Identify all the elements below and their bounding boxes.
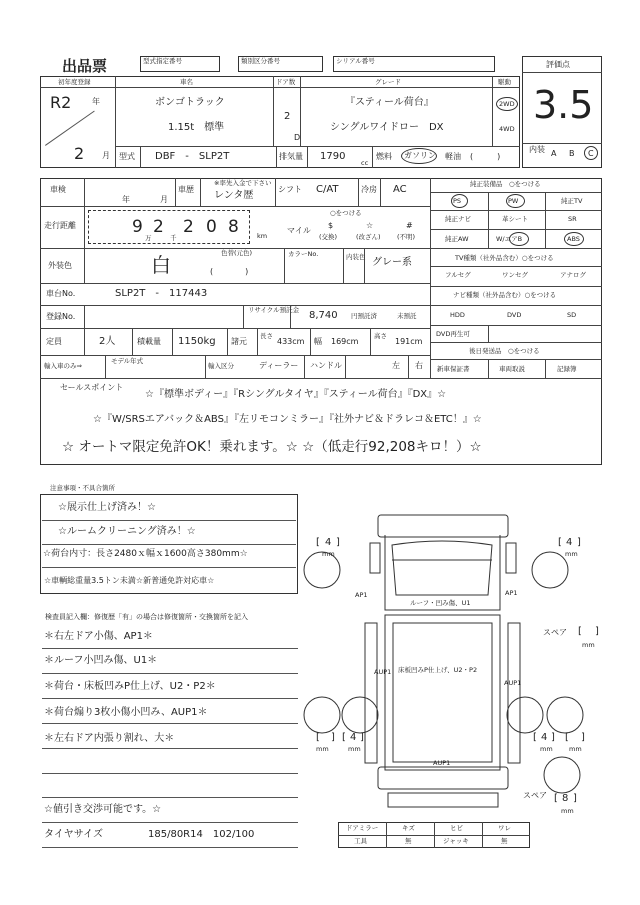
model-year-label: モデル年式: [111, 357, 144, 365]
year-unit: 年: [92, 97, 100, 106]
tv-fullseg: フルセグ: [445, 271, 471, 279]
mileage-s3: #: [406, 221, 413, 230]
tire-size-value: 185/80R14 102/100: [148, 829, 255, 840]
inspector-label: 検査員記入欄：修復歴「有」の場合は修復箇所・交換箇所を記入: [45, 613, 248, 621]
equip-aw: 純正AW: [445, 235, 469, 243]
mileage-s1-note: (交換): [319, 233, 338, 241]
interior-a: A: [551, 149, 557, 158]
note-item-3: ☆荷台内寸：長さ2480ｘ幅ｘ1600高さ380mm☆: [43, 549, 248, 559]
height-value: 191cm: [395, 337, 423, 346]
tv-analog: アナログ: [560, 271, 586, 279]
interior-color: グレー系: [372, 257, 412, 268]
colorno-label: カラーNo.: [288, 250, 319, 258]
equip-pw: PW: [508, 197, 519, 205]
front-bumper: [378, 515, 508, 537]
vehicle-diagram: [300, 505, 610, 825]
mile-label: マイル: [287, 226, 311, 235]
type-label: 型式: [119, 152, 135, 161]
equip-leather: 革シート: [502, 215, 528, 223]
fl-tire-open: [: [316, 537, 320, 548]
first-reg-label: 初年度登録: [58, 78, 91, 86]
note-item-1: ☆展示仕上げ済み！☆: [58, 502, 156, 513]
mileage-digit-1: 9: [132, 217, 143, 237]
navi-hdd: HDD: [450, 311, 465, 319]
acc-tool-value: 無: [405, 837, 412, 845]
fuel-label: 燃料: [376, 152, 392, 161]
tv-title: TV種類（社外品含む）○をつける: [455, 254, 554, 262]
type-value: DBF - SLP2T: [155, 151, 230, 162]
equip-airbag: W/エアB: [496, 235, 523, 243]
first-reg-era: R2: [50, 93, 72, 112]
equip-ps: PS: [453, 197, 462, 205]
repaint-paren: ( ): [210, 267, 249, 276]
navi-sd: SD: [567, 311, 577, 319]
windshield: [392, 541, 492, 595]
tire-size-label: タイヤサイズ: [44, 829, 103, 840]
mileage-s2-note: (改ざん): [356, 233, 381, 241]
rear-left-inner-tire: [342, 697, 378, 733]
mileage-digit-4: 0: [206, 217, 217, 237]
equip-navi: 純正ナビ: [445, 215, 471, 223]
page-title: 出品票: [62, 57, 108, 75]
shaken-year: 年: [122, 195, 130, 204]
mileage-unit-man: 万: [145, 234, 152, 242]
load-value: 1150kg: [178, 336, 216, 347]
shift-label: シフト: [278, 185, 302, 194]
damage-ap1-left: AP1: [355, 591, 368, 599]
displacement-value: 1790: [320, 151, 346, 162]
interior-c: C: [588, 149, 594, 158]
inspector-item-2: ＊ルーフ小凹み傷、U1＊: [44, 655, 158, 666]
fl-tire-close: ]: [336, 537, 340, 548]
fuel-diesel: 軽油: [445, 152, 461, 161]
rl-tire-mm: mm: [348, 745, 361, 753]
mileage-s2: ☆: [366, 221, 374, 230]
interior-b: B: [569, 149, 575, 158]
mileage-box: [88, 210, 250, 244]
interior-color-label: 内装色: [346, 253, 366, 261]
dvd-play-label: DVD再生可: [436, 330, 470, 338]
damage-bed: 床板凹みP仕上げ、U2・P2: [398, 666, 478, 674]
door-type: D: [294, 133, 301, 142]
dims-label: 諸元: [231, 337, 247, 346]
car-spec: 1.15t 標準: [168, 122, 225, 133]
recycle-amount: 8,740: [309, 310, 338, 321]
grade-label: グレード: [375, 78, 401, 86]
history-note: ※率先入金で下さい: [214, 179, 272, 187]
notes-label: 注意事項・不具合箇所: [50, 484, 115, 492]
class-label: 類別区分番号: [241, 57, 280, 65]
color-value: 白: [151, 253, 171, 277]
chassis-label: 車台No.: [46, 289, 76, 298]
model-code-label: 型式指定番号: [143, 57, 182, 65]
fuel-paren: ( ): [470, 152, 501, 161]
spare-tire-mm: mm: [561, 807, 574, 815]
inspector-item-4: ＊荷台煽り3枚小傷小凹み、AUP1＊: [44, 707, 208, 718]
inspector-item-1: ＊右左ドア小傷、AP1＊: [44, 631, 153, 642]
equip-tv: 純正TV: [561, 197, 583, 205]
history-label: 車歴: [178, 185, 194, 194]
acc-header-break: ワレ: [498, 824, 511, 832]
dealer-label: ディーラー: [259, 361, 299, 370]
mileage-digit-2: 2: [153, 217, 164, 237]
equipment-title: 純正装備品 ○をつける: [470, 180, 541, 188]
sales-line3: ☆ オートマ限定免許OK！乗れます。☆ ☆（低走行92,208キロ！）☆: [62, 439, 482, 455]
left-mirror: [370, 543, 380, 573]
length-value: 433cm: [277, 337, 305, 346]
width-label: 幅: [314, 337, 322, 346]
ac-label: 冷房: [361, 185, 377, 194]
navi-dvd: DVD: [507, 311, 522, 319]
inspector-item-5: ＊左右ドア内張り割れ、大＊: [44, 733, 175, 744]
mileage-attach-note: ○をつける: [330, 209, 362, 217]
grade-line2: シングルワイドロー DX: [330, 122, 444, 133]
handle-right: 右: [415, 361, 423, 370]
spare-tire: [544, 757, 580, 793]
later-manual: 車両取説: [499, 365, 525, 373]
recycle-unpaid: 未預託: [397, 312, 417, 320]
inspector-item-3: ＊荷台・床板凹みP仕上げ、U2・P2＊: [44, 681, 216, 692]
price-note: ☆値引き交渉可能です。☆: [44, 804, 162, 815]
fuel-gasoline: ガソリン: [404, 151, 436, 160]
recycle-label: リサイクル預託金: [248, 306, 300, 314]
height-label: 高さ: [374, 332, 387, 340]
color-label: 外装色: [48, 261, 72, 270]
acc-jack-value: 無: [501, 837, 508, 845]
equip-sr: SR: [568, 215, 577, 223]
note-item-4: ☆車輌総重量3.5トン未満☆新普通免許対応車☆: [44, 576, 215, 585]
sales-label: セールスポイント: [60, 383, 124, 392]
shift-value: C/AT: [316, 184, 339, 195]
load-label: 積載量: [137, 337, 161, 346]
right-mirror: [506, 543, 516, 573]
mileage-s3-note: (不明): [397, 233, 416, 241]
recycle-unit: 円預託済: [351, 312, 377, 320]
cc-unit: cc: [361, 159, 369, 167]
import-only-label: 輸入車のみ⇒: [44, 362, 82, 370]
later-title: 後日発送品 ○をつける: [469, 347, 540, 355]
fl-tire-value: 4: [325, 537, 332, 548]
door-label: ドア数: [276, 78, 296, 86]
damage-ap1-right: AP1: [505, 589, 518, 597]
displacement-label: 排気量: [279, 152, 303, 161]
history-value: レンタ歴: [214, 190, 254, 201]
acc-header-crack: ヒビ: [450, 824, 463, 832]
repaint-label: 色替(元色): [221, 249, 253, 257]
car-name-label: 車名: [180, 78, 193, 86]
length-label: 長さ: [260, 332, 273, 340]
rl-tire-value: 4: [350, 732, 357, 743]
fr-tire-value: 4: [566, 537, 573, 548]
capacity-label: 定員: [46, 337, 62, 346]
car-name: ボンゴトラック: [155, 97, 225, 108]
right-side-gate: [508, 623, 520, 763]
spare-tire-value: 8: [562, 793, 569, 804]
acc-header-scratch: キズ: [402, 824, 415, 832]
fl-tire-mm: mm: [322, 550, 335, 558]
rr-tire-value: 4: [541, 732, 548, 743]
damage-roof: ルーフ・凹み傷、U1: [410, 599, 471, 607]
drive-4wd: 4WD: [499, 125, 515, 133]
tv-oneseg: ワンセグ: [502, 271, 528, 279]
mileage-s1: $: [328, 221, 334, 230]
front-right-tire: [532, 552, 568, 588]
ac-value: AC: [393, 184, 407, 195]
first-reg-month: 2: [74, 144, 85, 163]
rear-right-inner-tire: [507, 697, 543, 733]
rr-tire-mm: mm: [540, 745, 553, 753]
navi-title: ナビ種類（社外品含む）○をつける: [453, 291, 557, 299]
note-item-2: ☆ルームクリーニング済み！☆: [58, 526, 196, 537]
serial-label: シリアル番号: [336, 57, 375, 65]
spare-label-2: スペア: [523, 791, 547, 800]
registration-label: 登録No.: [46, 312, 76, 321]
interior-label: 内装: [529, 145, 545, 154]
left-side-gate: [365, 623, 377, 763]
spare-label-1: スペア: [543, 628, 567, 637]
damage-aup1-left: AUP1: [374, 668, 392, 676]
drive-2wd: 2WD: [499, 100, 515, 108]
mileage-digit-5: 8: [228, 217, 239, 237]
mileage-km: km: [257, 232, 268, 240]
rear-left-outer-tire: [304, 697, 340, 733]
cargo-bed-inner: [393, 623, 492, 762]
score-value: 3.5: [533, 83, 594, 127]
equip-abs: ABS: [567, 235, 580, 243]
capacity-value: 2人: [99, 336, 116, 347]
handle-left: 左: [392, 361, 400, 370]
damage-aup1-rear: AUP1: [433, 759, 451, 767]
damage-aup1-right: AUP1: [504, 679, 522, 687]
shaken-month: 月: [160, 195, 168, 204]
acc-header-mirror: ドアミラー: [346, 824, 379, 832]
drive-label: 駆動: [498, 78, 511, 86]
mileage-label: 走行距離: [44, 221, 76, 230]
sales-line1: ☆『標準ボディー』『Rシングルタイヤ』『スティール荷台』『DX』☆: [145, 389, 447, 400]
acc-tool-label: 工具: [354, 837, 367, 845]
rear-bumper: [388, 793, 498, 807]
mileage-digit-3: 2: [183, 217, 194, 237]
cargo-bed: [385, 615, 500, 770]
handle-label: ハンドル: [310, 361, 342, 370]
chassis-value: SLP2T - 117443: [115, 288, 208, 299]
door-count: 2: [284, 111, 291, 122]
later-records: 記録簿: [557, 365, 577, 373]
width-value: 169cm: [331, 337, 359, 346]
fr-tire-mm: mm: [565, 550, 578, 558]
mileage-unit-sen: 千: [170, 234, 177, 242]
later-warranty: 新車保証書: [437, 365, 470, 373]
acc-jack-label: ジャッキ: [443, 837, 469, 845]
month-unit: 月: [102, 151, 110, 160]
import-car-label: 輸入区分: [208, 362, 234, 370]
grade-line1: 『スティール荷台』: [345, 97, 434, 108]
sales-line2: ☆『W/SRSエアバック＆ABS』『左リモコンミラー』『社外ナビ＆ドラレコ＆ETC！』☆: [93, 414, 482, 425]
evaluation-label: 評価点: [546, 60, 570, 69]
shaken-label: 車検: [50, 185, 66, 194]
rear-right-outer-tire: [547, 697, 583, 733]
